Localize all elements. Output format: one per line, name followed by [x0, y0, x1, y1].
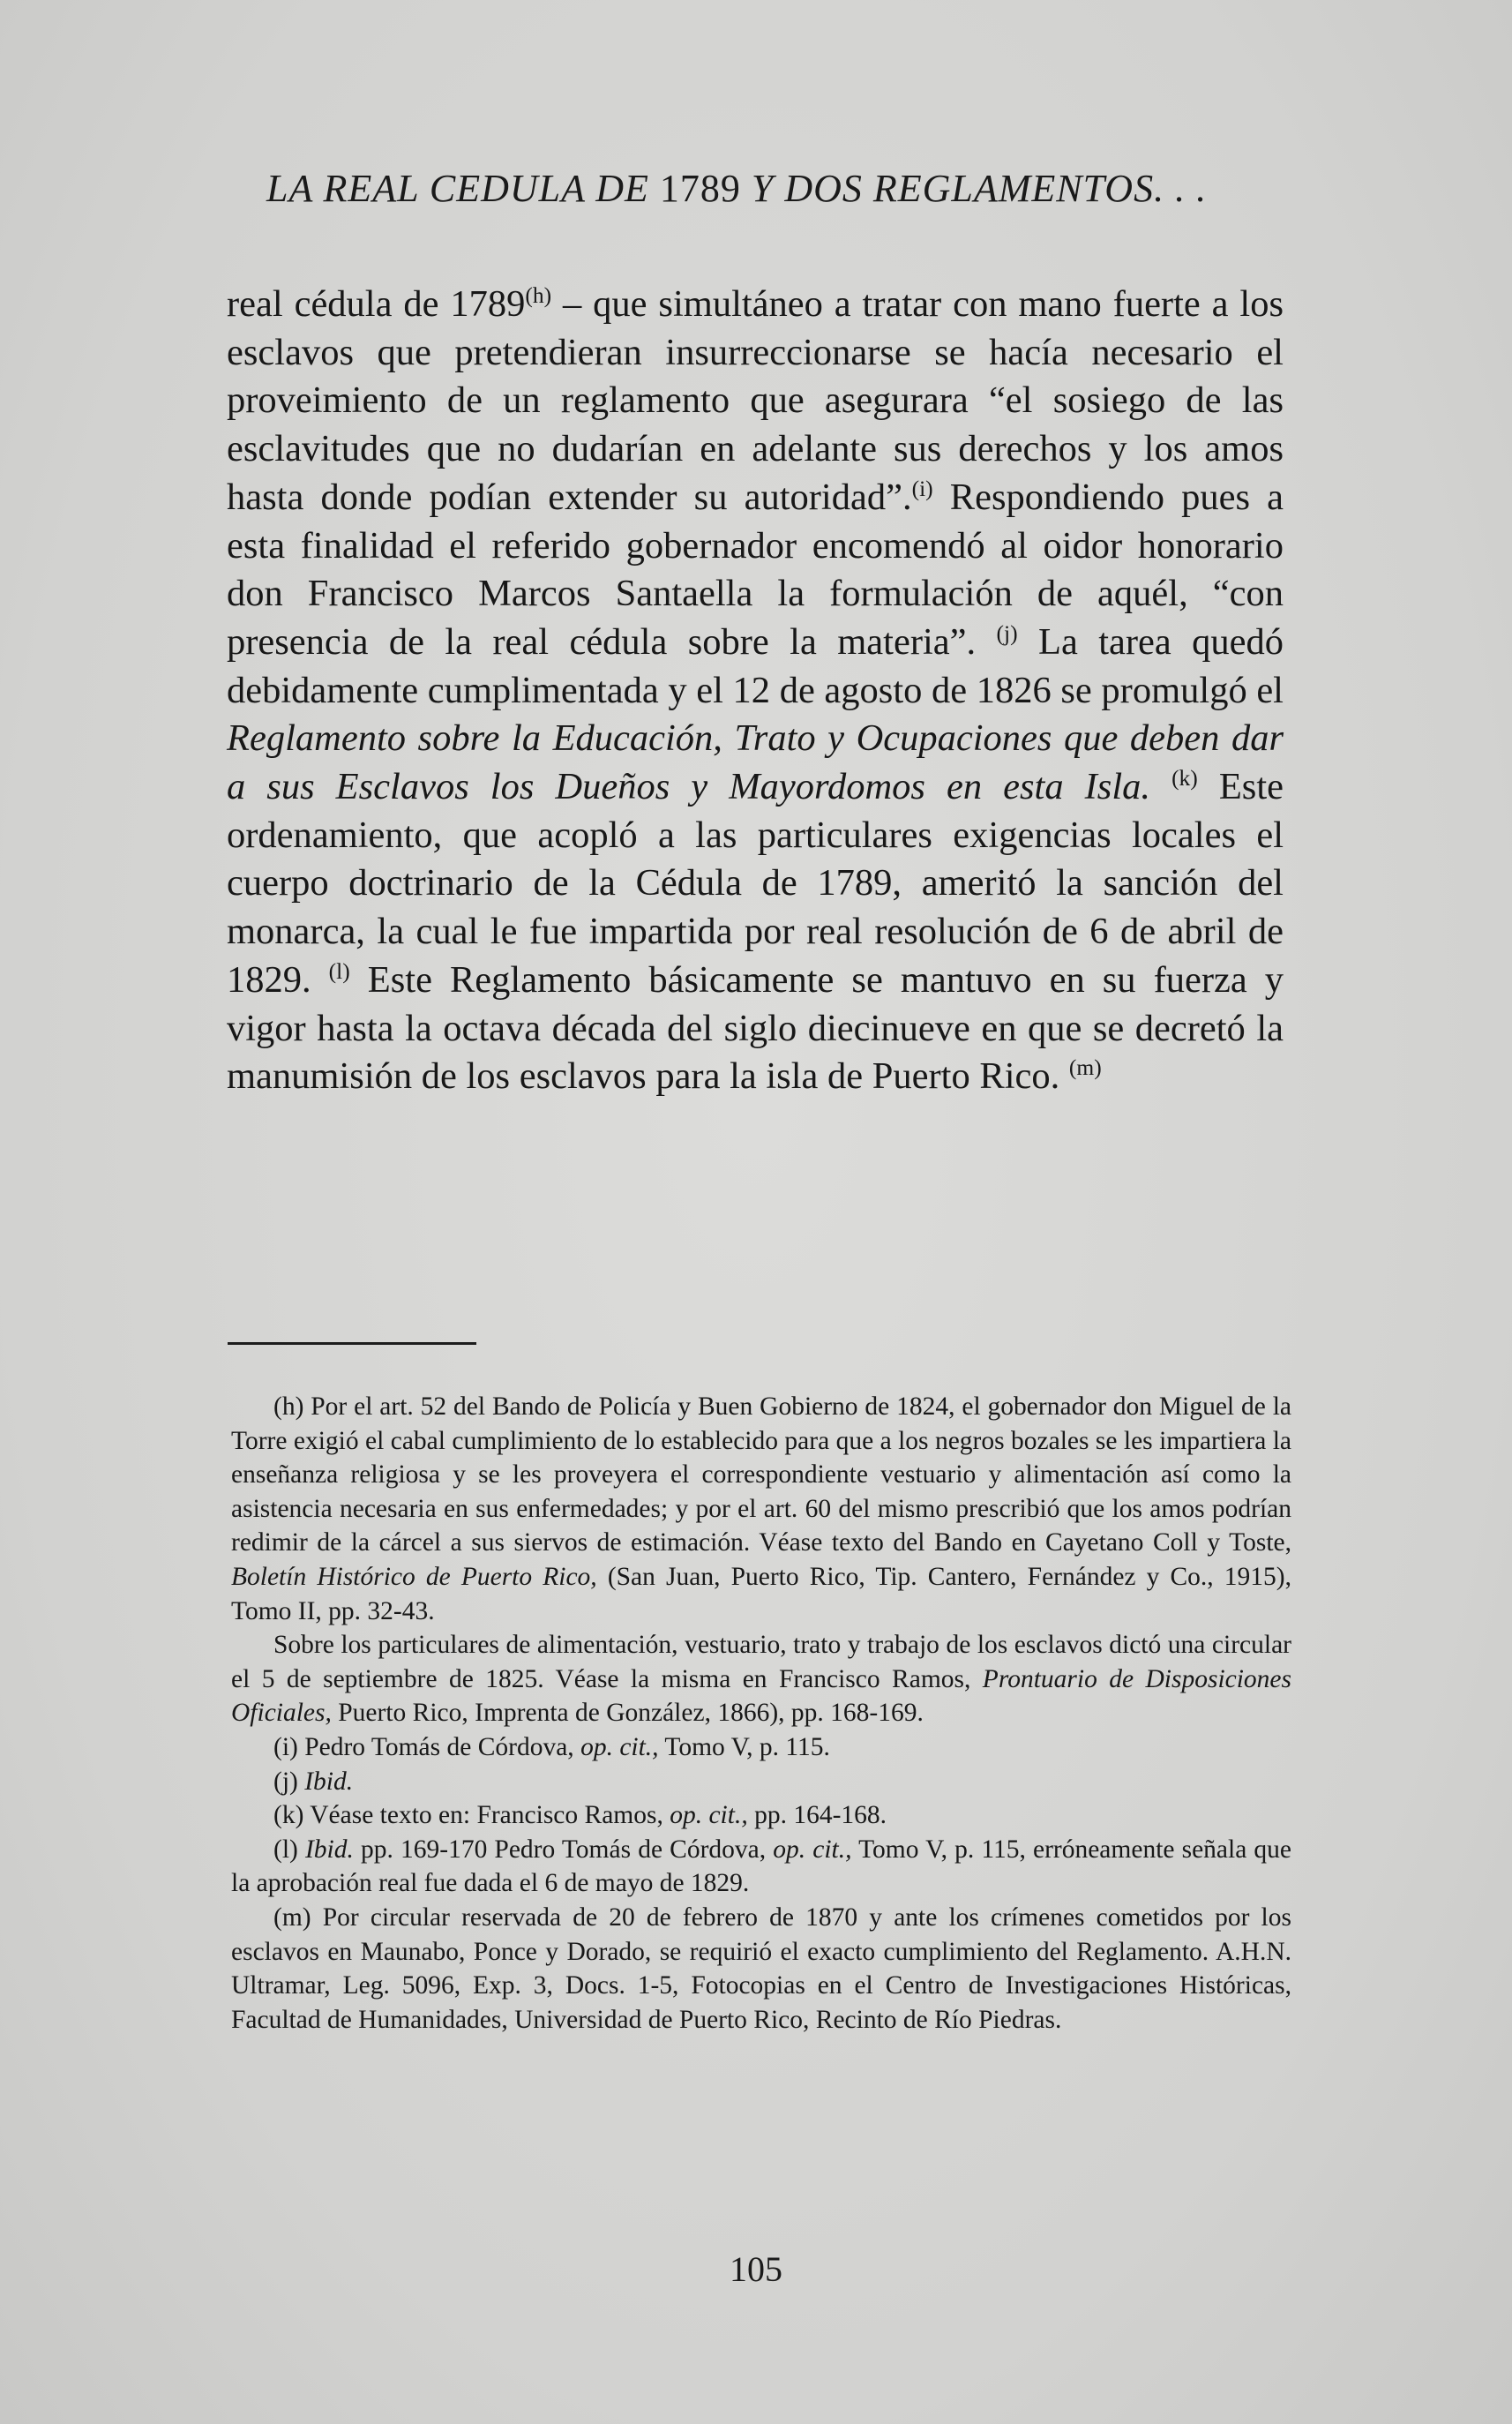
footnote-ref-i: (i): [911, 475, 933, 501]
footnote-m: (m) Por circular reservada de 20 de febrero de 1870 y ante los crímenes cometidos por los esclavos en Maunabo, Ponce y Dorado, se requirió el exacto cumplimiento del Reglamento. A.H.N. Ultramar, Leg. 5096, Exp. 3, Docs. 1-5, Fotocopias en el Centro de Investigaciones Históricas, Facultad de Humanidades, Universidad de Puerto Rico, Recinto de Río Piedras.: [231, 1902, 1291, 2034]
body-paragraph: real cédula de 1789$^{(h)}$ – que simultáneo a tratar con mano fuerte a los esclavos que pretendieran insurreccionarse se hacía necesario el proveimiento de un reglamento que asegurara “el sosiego de las esclavitudes que no dudarían en adelante sus derechos y los amos hasta donde podían extender su autoridad”.$^{(i)}$ Respondiendo pues a esta finalidad el referido gobernador encomendó al oidor honorario don Francisco Marcos Santaella la formulación de aquél, “con presencia de la real cédula sobre la materia”. $^{(j)}$ La tarea quedó debidamente cumplimentada y el 12 de agosto de 1826 se promulgó el Reglamento sobre la Educación, Trato y Ocupaciones que deben dar a sus Esclavos los Dueños y Mayordomos en esta Isla. $^{(k)}$ Este ordenamiento, que acopló a las particulares exigencias locales el cuerpo doctrinario de la Cédula de 1789, ameritó la sanción del monarca, la cual le fue impartida por real resolución de 6 de abril de 1829. $^{(l)}$ Este Reglamento básicamente se mantuvo en su fuerza y vigor hasta la octava década del siglo diecinueve en que se decretó la manumisión de los esclavos para la isla de Puerto Rico. $^{(m)}$: [227, 281, 1284, 1098]
footnote-ref-k: (k): [1171, 764, 1198, 791]
footnote-ref-m: (m): [1068, 1054, 1102, 1081]
footnote-k: (k) Véase texto en: Francisco Ramos, op. cit., pp. 164-168.: [273, 1801, 887, 1830]
page-number: 105: [730, 2249, 782, 2289]
footnotes: [231, 1390, 1291, 2037]
footnote-h: (h) Por el art. 52 del Bando de Policía y Buen Gobierno de 1824, el gobernador don Miguel de la Torre exigió el cabal cumplimiento de lo establecido para que a los negros bozales se les impartiera la enseñanza religiosa y se les proveyera el correspondiente vestuario y alimentación así como la asistencia necesaria en sus enfermedades; y por el art. 60 del mismo prescribió que los amos podrían redimir de la cárcel a sus siervos de estimación. Véase texto del Bando en Cayetano Coll y Toste, Boletín Histórico de Puerto Rico, (San Juan, Puerto Rico, Tip. Cantero, Fernández y Co., 1915), Tomo II, pp. 32-43.: [231, 1392, 1291, 1625]
reglamento-title: Reglamento sobre la Educación, Trato y Ocupaciones que deben dar a sus Esclavos los Dueños y Mayordomos en esta Isla.: [227, 717, 1284, 808]
footnote-ref-j: (j): [996, 619, 1018, 646]
footnote-j: (j) Ibid.: [273, 1767, 354, 1796]
footnote-i: (i) Pedro Tomás de Córdova, op. cit., Tomo V, p. 115.: [273, 1732, 830, 1761]
running-head: LA REAL CEDULA DE 1789 Y DOS REGLAMENTOS. . .: [266, 167, 1208, 210]
footnote-ref-h: (h): [525, 281, 552, 308]
footnote-h-cont: Sobre los particulares de alimentación, vestuario, trato y trabajo de los esclavos dictó una circular el 5 de septiembre de 1825. Véase la misma en Francisco Ramos, Prontuario de Disposiciones Oficiales, Puerto Rico, Imprenta de González, 1866), pp. 168-169.: [231, 1631, 1292, 1728]
footnote-ref-l: (l): [328, 957, 350, 984]
footnote-l: (l) Ibid. pp. 169-170 Pedro Tomás de Córdova, op. cit., Tomo V, p. 115, erróneamente señala que la aprobación real fue dada el 6 de mayo de 1829.: [231, 1835, 1292, 1898]
footnote-separator: [228, 1342, 476, 1345]
